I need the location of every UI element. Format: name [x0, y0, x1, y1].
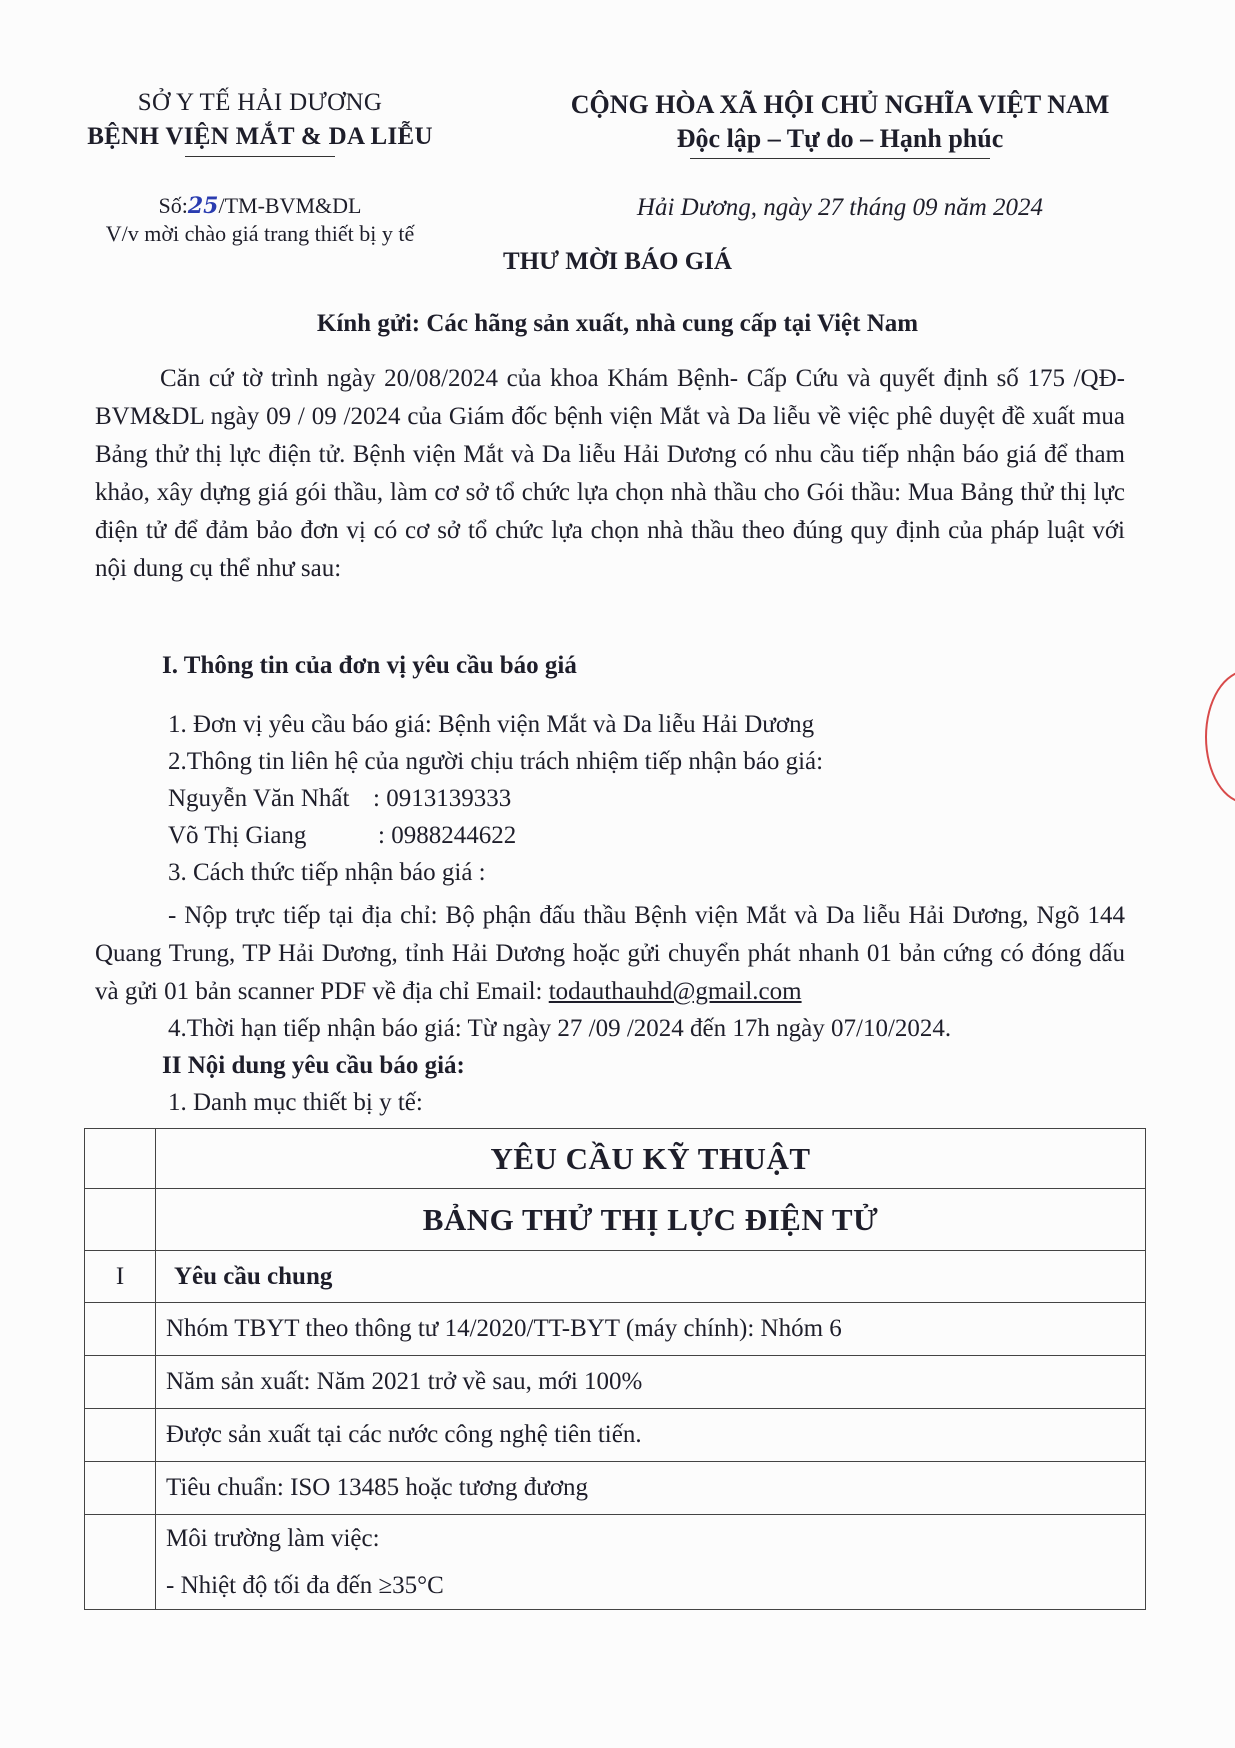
document-subject: V/v mời chào giá trang thiết bị y tế [105, 221, 415, 246]
table-cell-empty [85, 1356, 156, 1409]
technical-requirements-table [84, 1128, 1146, 1610]
group-index: I [85, 1251, 156, 1303]
contact-2-name: Võ Thị Giang [168, 822, 307, 849]
requirement-text: Năm sản xuất: Năm 2021 trở về sau, mới 100% [156, 1356, 1146, 1409]
table-cell-empty [85, 1303, 156, 1356]
table-cell-empty [85, 1515, 156, 1610]
nation-motto: Độc lập – Tự do – Hạnh phúc [676, 124, 1004, 153]
intro-paragraph: Căn cứ tờ trình ngày 20/08/2024 của khoa Khám Bệnh- Cấp Cứu và quyết định số 175 /QĐ-BVM&DL ngày 09 / 09 /2024 của Giám đốc bệnh viện Mắt và Da liễu về việc phê duyệt đề xuất mua Bảng thử thị lực điện tử. Bệnh viện Mắt và Da liễu Hải Dương có nhu cầu tiếp nhận báo giá để tham khảo, xây dựng giá gói thầu, làm cơ sở tổ chức lựa chọn nhà thầu cho Gói thầu: Mua Bảng thử thị lực điện tử để đảm bảo đơn vị có cơ sở tổ chức lựa chọn nhà thầu theo đúng quy định của pháp luật với nội dung cụ thể như sau: [95, 365, 1125, 582]
section-1-items [168, 706, 1128, 891]
stamp-edge [1205, 670, 1235, 804]
section-1-heading: I. Thông tin của đơn vị yêu cầu báo giá [162, 652, 577, 679]
contact-1-phone: : 0913139333 [373, 785, 512, 812]
environment-temperature: - Nhiệt độ tối đa đến ≥35°C [166, 1572, 444, 1599]
requirement-text: Tiêu chuẩn: ISO 13485 hoặc tương đương [156, 1462, 1146, 1515]
table-row [85, 1462, 1146, 1515]
table-row [85, 1409, 1146, 1462]
intro-paragraph-block [95, 360, 1125, 588]
requirement-text: Được sản xuất tại các nước công nghệ tiên tiến. [156, 1409, 1146, 1462]
hospital-name: BỆNH VIỆN MẮT & DA LIỄU [87, 123, 433, 150]
issuing-organization [60, 86, 460, 157]
requirement-text: Nhóm TBYT theo thông tư 14/2020/TT-BYT (máy chính): Nhóm 6 [156, 1303, 1146, 1356]
table-cell-empty [85, 1129, 156, 1189]
table-subtitle-row [85, 1189, 1146, 1251]
document-number-handwritten: 25 [187, 193, 219, 219]
org-underline [185, 156, 335, 157]
table-row [85, 1303, 1146, 1356]
table-title-row [85, 1129, 1146, 1189]
document-number-suffix: /TM-BVM&DL [218, 193, 362, 218]
table-cell-empty [85, 1462, 156, 1515]
contact-1-name: Nguyễn Văn Nhất [168, 785, 350, 812]
table-group-row [85, 1251, 1146, 1303]
requesting-unit: 1. Đơn vị yêu cầu báo giá: Bệnh viện Mắt và Da liễu Hải Dương [168, 711, 815, 738]
deadline: 4.Thời hạn tiếp nhận báo giá: Từ ngày 27 /09 /2024 đến 17h ngày 07/10/2024. [168, 1015, 952, 1042]
contact-1 [168, 780, 1128, 817]
document-number-prefix: Số: [158, 193, 188, 218]
table-row [85, 1356, 1146, 1409]
address-paragraph [95, 897, 1125, 1011]
deadline-and-section-2 [162, 1010, 1128, 1121]
receive-method-label: 3. Cách thức tiếp nhận báo giá : [168, 859, 486, 886]
document-number-block [60, 192, 460, 248]
department-name: SỞ Y TẾ HẢI DƯƠNG [137, 89, 383, 116]
contact-info-label: 2.Thông tin liên hệ của người chịu trách nhiệm tiếp nhận báo giá: [168, 748, 824, 775]
table-row [85, 1515, 1146, 1610]
address-paragraph-block [95, 897, 1125, 1011]
device-name: BẢNG THỬ THỊ LỰC ĐIỆN TỬ [156, 1189, 1146, 1251]
email-link[interactable]: todauthauhd@gmail.com [548, 978, 802, 1005]
document-date: Hải Dương, ngày 27 tháng 09 năm 2024 [636, 194, 1044, 221]
national-header [520, 88, 1160, 159]
address-text: - Nộp trực tiếp tại địa chỉ: Bộ phận đấu thầu Bệnh viện Mắt và Da liễu Hải Dương, Ngõ 144 Quang Trung, TP Hải Dương, tỉnh Hải Dương hoặc gửi chuyển phát nhanh 01 bản cứng có đóng dấu và gửi 01 bản scanner PDF về địa chỉ Email: [95, 902, 1125, 1005]
nation-name: CỘNG HÒA XÃ HỘI CHỦ NGHĨA VIỆT NAM [570, 90, 1110, 119]
motto-underline [690, 158, 990, 159]
table-cell-empty [85, 1189, 156, 1251]
group-label: Yêu cầu chung [156, 1251, 1146, 1303]
contact-2 [168, 817, 1128, 854]
salutation: Kính gửi: Các hãng sản xuất, nhà cung cấp tại Việt Nam [316, 310, 919, 337]
contact-2-phone: : 0988244622 [378, 822, 517, 849]
environment-label: Môi trường làm việc: [166, 1525, 380, 1552]
equipment-list-label: 1. Danh mục thiết bị y tế: [168, 1089, 423, 1116]
table-cell-empty [85, 1409, 156, 1462]
environment-cell [156, 1515, 1146, 1610]
document-number [60, 192, 460, 220]
table-title: YÊU CẦU KỸ THUẬT [156, 1129, 1146, 1189]
document-title: THƯ MỜI BÁO GIÁ [503, 248, 732, 275]
section-2-heading: II Nội dung yêu cầu báo giá: [162, 1052, 465, 1079]
